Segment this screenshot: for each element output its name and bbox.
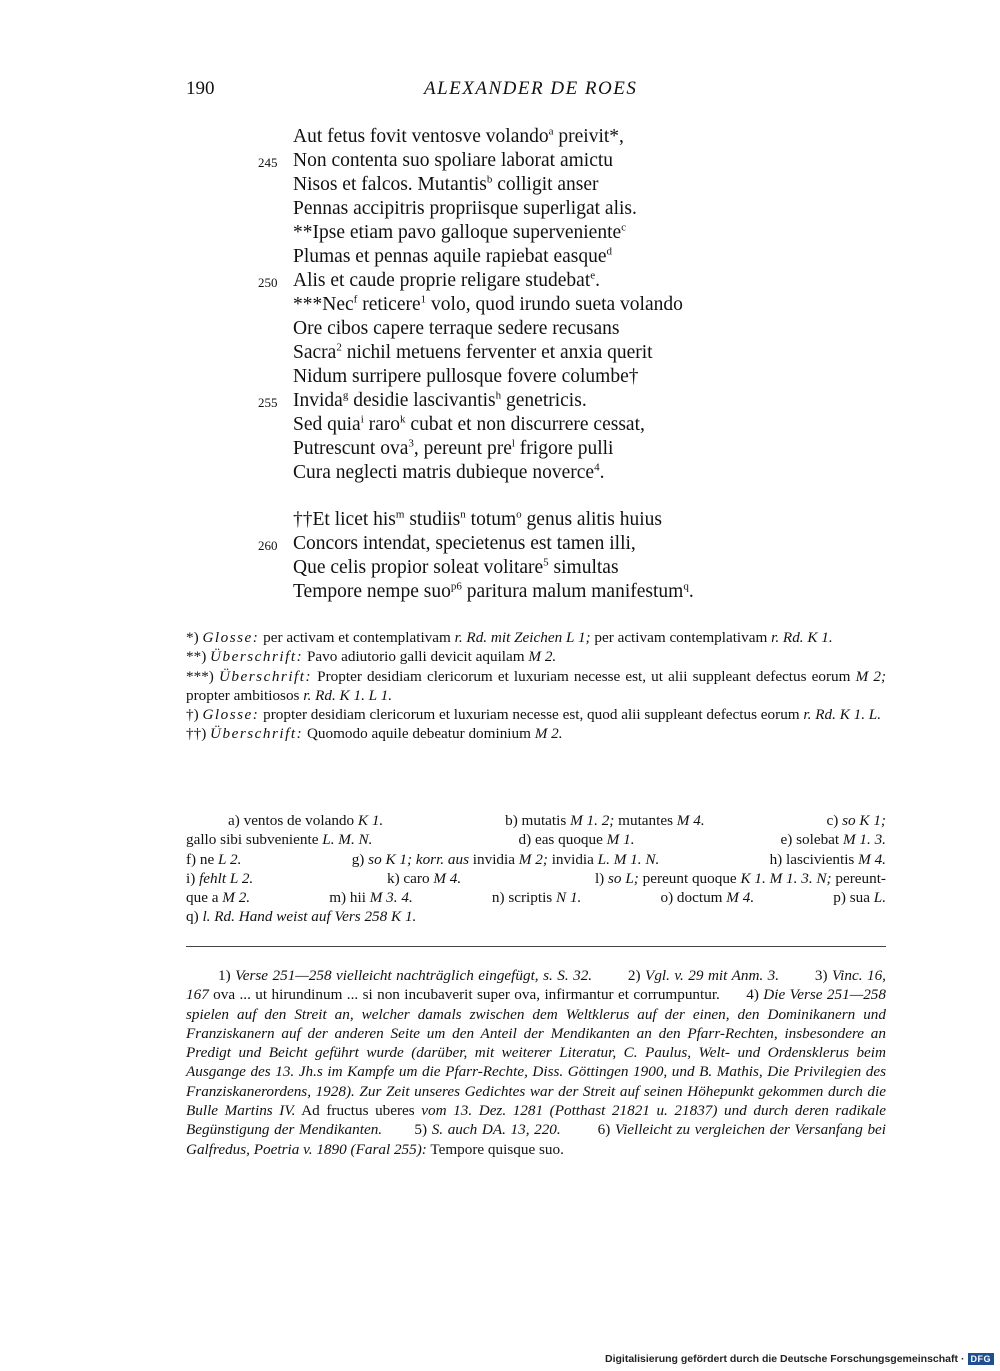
apparatus-row — [186, 830, 886, 849]
verse-number: 245 — [258, 155, 278, 170]
apparatus-entry: f) ne L 2. — [186, 850, 242, 868]
verse-line: Nisos et falcos. Mutantis$^b$ colligit anser — [293, 173, 599, 195]
marked-note: *) Glosse: per activam et contemplativam r. Rd. mit Zeichen L 1; per activam contemplativam r. Rd. K 1. — [186, 629, 833, 646]
page-number: 190 — [186, 78, 215, 99]
apparatus-entry: b) mutatis M 1. 2; mutantes M 4. — [505, 812, 705, 829]
footnotes — [186, 966, 886, 1159]
apparatus-row — [186, 907, 886, 926]
footer-credit — [605, 1353, 994, 1365]
verse-line: Concors intendat, specietenus est tamen illi, — [293, 533, 636, 554]
verse-line: Ore cibos capere terraque sedere recusans — [293, 318, 620, 339]
critical-apparatus — [186, 811, 886, 927]
apparatus-entry: e) solebat M 1. 3. — [780, 831, 886, 849]
apparatus-row — [186, 888, 886, 907]
apparatus-entry: h) lascivientis M 4. — [769, 850, 886, 868]
verse-line: ††Et licet his$^m$ studiis$^n$ totum$^o$ genus alitis huius — [293, 508, 662, 530]
running-title: ALEXANDER DE ROES — [424, 78, 638, 99]
marked-note: ††) Überschrift: Quomodo aquile debeatur dominium M 2. — [186, 725, 563, 743]
apparatus-entry: d) eas quoque M 1. — [518, 831, 635, 849]
verse-line: Cura neglecti matris dubieque noverce$^4$. — [293, 461, 605, 483]
apparatus-row — [186, 811, 886, 830]
marked-note: †) Glosse: propter desidiam clericorum et luxuriam necesse est, quod alii suppleant defectus eorum r. Rd. K 1. L. — [186, 706, 882, 724]
verse-line: Plumas et pennas aquile rapiebat easque$^d$ — [293, 245, 613, 267]
dfg-logo: DFG — [968, 1353, 995, 1365]
apparatus-entry: k) caro M 4. — [386, 869, 462, 887]
apparatus-row — [186, 850, 886, 869]
verse-line: Putrescunt ova$^3$, pereunt pre$^l$ frigore pulli — [293, 437, 614, 459]
apparatus-row — [186, 869, 886, 888]
footer-separator: · — [961, 1353, 965, 1365]
verse-line: Aut fetus fovit ventosve volando$^a$ preivit*, — [293, 125, 624, 147]
verse-line: Nidum surripere pullosque fovere columbe† — [293, 366, 639, 387]
apparatus-entry: q) l. Rd. Hand weist auf Vers 258 K 1. — [186, 908, 417, 926]
verse-number: 255 — [258, 395, 278, 410]
verse-line: Sacra$^2$ nichil metuens ferventer et anxia querit — [293, 341, 653, 363]
footnotes-text: 1) Verse 251—258 vielleicht nachträglich eingefügt, s. S. 32. 2) Vgl. v. 29 mit Anm. 3. 3) Vinc. 16, 167 ova ... ut hirundinum ... si non incubaverit super ova, infirmantur et corrumpuntur. 4) Die Verse 251—258 spielen auf den Streit an, welcher damals zwischen dem Weltklerus auf der einen, den Dominikanern und Franziskanern auf der anderen Seite um den Anteil der Mendikanten an den Pfarr-Rechten, insbesondere an Predigt und Beicht geführt wurde (darüber, mit weiterer Literatur, C. Paulus, Welt- und Ordensklerus beim Ausgange des 13. Jh.s im Kampfe um die Pfarr-Rechte, Diss. Göttingen 1900, und B. Mathis, Die Privilegien des Franziskanerordens, 1928). Zur Zeit unseres Gedichtes war der Streit auf seinen Höhepunkt gekommen durch die Bulle Martins IV. Ad fructus uberes vom 13. Dez. 1281 (Potthast 21821 u. 21837) und durch deren radikale Begünstigung der Mendikanten. 5) S. auch DA. 13, 220. 6) Vielleicht zu vergleichen der Versanfang bei Galfredus, Poetria v. 1890 (Faral 255): Tempore quisque suo. — [186, 967, 886, 1158]
apparatus-entry: l) so L; pereunt quoque K 1. M 1. 3. N; pereunt- — [594, 869, 886, 887]
apparatus-entry: c) so K 1; — [826, 812, 886, 829]
apparatus-entry: m) hii M 3. 4. — [329, 889, 413, 907]
apparatus-entry: p) sua L. — [833, 889, 886, 907]
verse-line: Alis et caude proprie religare studebat$^e$. — [293, 269, 601, 291]
verse-line: Sed quia$^i$ raro$^k$ cubat et non discurrere cessat, — [293, 413, 645, 435]
marked-note: ***) Überschrift: Propter desidiam clericorum et luxuriam necesse est, ut alii suppleant defectus eorum M 2; propter ambitiosos r. Rd. K 1. L 1. — [186, 667, 886, 704]
marked-notes — [186, 628, 886, 744]
apparatus-entry: n) scriptis N 1. — [491, 889, 582, 907]
verse-line: Invida$^g$ desidie lascivantis$^h$ genetricis. — [293, 389, 587, 411]
apparatus-entry: que a M 2. — [186, 889, 251, 907]
apparatus-entry: a) ventos de volando K 1. — [228, 812, 384, 829]
verse-number: 250 — [258, 275, 278, 290]
verse-line: **Ipse etiam pavo galloque superveniente$^c$ — [293, 221, 627, 243]
verse-line: Tempore nempe suo$^{p6}$ paritura malum manifestum$^q$. — [293, 580, 694, 602]
verse-line: Non contenta suo spoliare laborat amictu — [293, 150, 614, 171]
apparatus-entry: gallo sibi subveniente L. M. N. — [186, 831, 373, 849]
apparatus-entry: o) doctum M 4. — [660, 889, 755, 907]
apparatus-entry: i) fehlt L 2. — [186, 869, 254, 887]
verse-number: 260 — [258, 538, 278, 553]
footnote-rule — [186, 946, 886, 947]
verse-line: Pennas accipitris propriisque superligat alis. — [293, 198, 637, 219]
verse-line: ***Nec$^f$ reticere$^1$ volo, quod irundo sueta volando — [293, 293, 683, 315]
footer-text: Digitalisierung gefördert durch die Deutsche Forschungsgemeinschaft — [605, 1353, 958, 1365]
verse-line: Que celis propior soleat volitare$^5$ simultas — [293, 556, 619, 578]
marked-note: **) Überschrift: Pavo adiutorio galli devicit aquilam M 2. — [186, 648, 557, 666]
apparatus-entry: g) so K 1; korr. aus invidia M 2; invidia L. M 1. N. — [351, 850, 660, 868]
